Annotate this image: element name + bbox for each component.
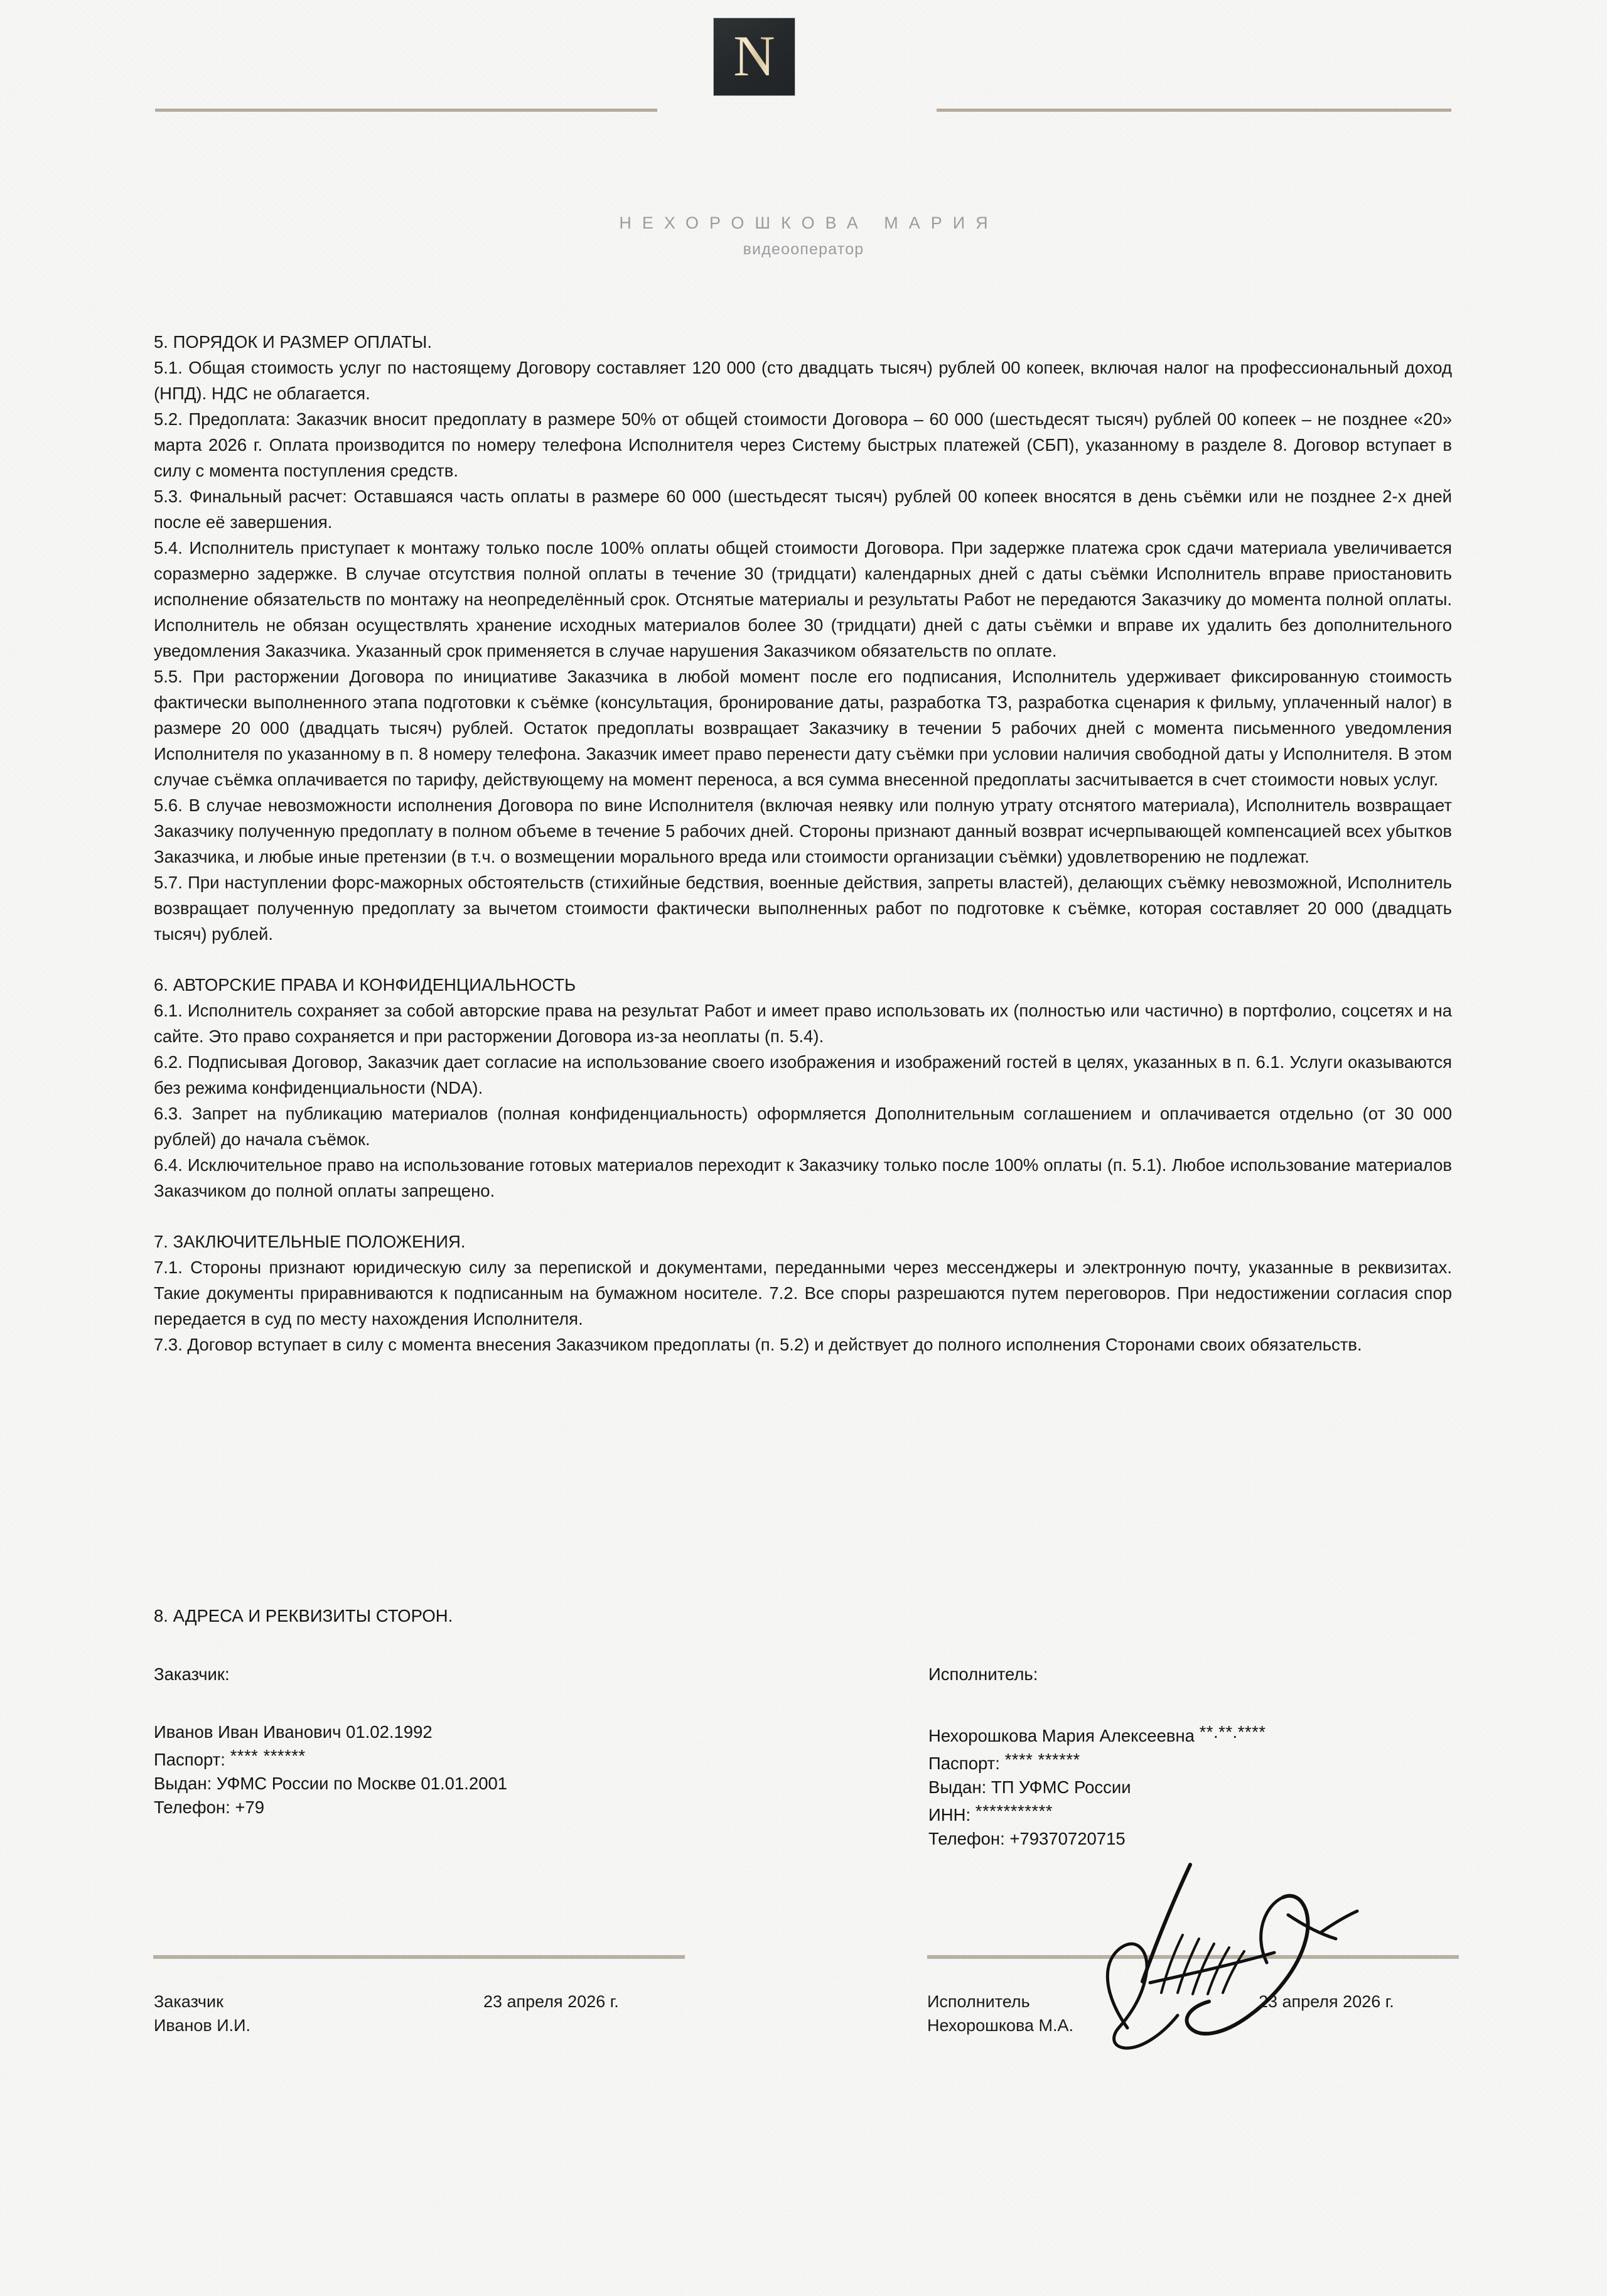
contractor-passport-label: Паспорт: xyxy=(928,1754,1000,1773)
signature-label-contractor-name: Нехорошкова М.А. xyxy=(927,2016,1074,2035)
clause-6-2: 6.2. Подписывая Договор, Заказчик дает согласие на использование своего изображения и изображений гостей в целях, указанных в п. 6.1. Услуги оказываются без режима конфиденциальности (NDA). xyxy=(154,1052,1452,1097)
section-6-heading: 6. АВТОРСКИЕ ПРАВА И КОНФИДЕНЦИАЛЬНОСТЬ xyxy=(154,975,576,994)
contractor-name xyxy=(928,1720,1452,1748)
signature-date-contractor: 23 апреля 2026 г. xyxy=(1259,1992,1394,2011)
clause-5-5: 5.5. При расторжении Договора по инициативе Заказчика в любой момент после его подписания, Исполнитель удерживает фиксированную стоимость фактически выполненного этапа подготовки к съёмке (консультация, бронирование даты, разработка ТЗ, разработка сценария к фильму, уплаченный налог) в размере 20 000 (двадцать тысяч) рублей. Остаток предоплаты возвращает Заказчику в течении 5 рабочих дней с момента письменного уведомления Исполнителя по указанному в п. 8 номеру телефона. Заказчик имеет право перенести дату съёмки при условии наличия свободной даты у Исполнителя. В этом случае съёмка оплачивается по тарифу, действующему на момент переноса, а вся сумма внесенной предоплаты засчитывается в счет стоимости новых услуг. xyxy=(154,667,1452,789)
clause-5-6: 5.6. В случае невозможности исполнения Договора по вине Исполнителя (включая неявку или полную утрату отснятого материала), Исполнитель возвращает Заказчику полученную предоплату в полном объеме в течение 5 рабочих дней. Стороны признают данный возврат исчерпывающей компенсацией всех убытков Заказчика, и любые иные претензии (в т.ч. о возмещении морального вреда или стоимости организации съёмки) удовлетворению не подлежат. xyxy=(154,795,1452,866)
contractor-inn-label: ИНН: xyxy=(928,1805,971,1824)
contractor-inn xyxy=(928,1799,1452,1827)
spacer-after-section-5 xyxy=(154,947,1452,972)
spacer-after-section-6 xyxy=(154,1204,1452,1229)
clause-7-1: 7.1. Стороны признают юридическую силу за перепиской и документами, переданными через мессенджеры и электронную почту, указанные в реквизитах. Такие документы приравниваются к подписанным на бумажном носителе. 7.2. Все споры разрешаются путем переговоров. При недостижении согласия спор передается в суд по месту нахождения Исполнителя. xyxy=(154,1258,1452,1329)
signature-date-customer: 23 апреля 2026 г. xyxy=(483,1992,619,2011)
contractor-requisites xyxy=(803,1661,1452,1851)
customer-name: Иванов Иван Иванович 01.02.1992 xyxy=(154,1722,433,1742)
brand-name: НЕХОРОШКОВА МАРИЯ xyxy=(619,213,999,232)
header-rule-right xyxy=(937,109,1451,112)
clause-6-4: 6.4. Исключительное право на использование готовых материалов переходит к Заказчику только после 100% оплаты (п. 5.1). Любое использование материалов Заказчиком до полной оплаты запрещено. xyxy=(154,1155,1452,1200)
handwritten-signature xyxy=(1067,1840,1419,2053)
section-5-heading: 5. ПОРЯДОК И РАЗМЕР ОПЛАТЫ. xyxy=(154,332,432,352)
contractor-phone-label: Телефон: xyxy=(928,1829,1005,1848)
brand-logo xyxy=(714,18,795,95)
contractor-phone xyxy=(928,1827,1452,1851)
clause-6-3: 6.3. Запрет на публикацию материалов (полная конфиденциальность) оформляется Дополнительным соглашением и оплачивается отдельно (от 30 000 рублей) до начала съёмок. xyxy=(154,1104,1452,1149)
customer-phone xyxy=(154,1796,803,1819)
contractor-issued xyxy=(928,1776,1452,1799)
contractor-passport xyxy=(928,1748,1452,1776)
requisites-columns xyxy=(154,1661,1452,1851)
customer-phone-label: Телефон: xyxy=(154,1797,230,1817)
clause-5-2: 5.2. Предоплата: Заказчик вносит предоплату в размере 50% от общей стоимости Договора – 60 000 (шестьдесят тысяч) рублей 00 копеек – не позднее «20» марта 2026 г. Оплата производится по номеру телефона Исполнителя через Систему быстрых платежей (СБП), указанному в разделе 8. Договор вступает в силу с момента поступления средств. xyxy=(154,409,1452,480)
brand-role: видеооператор xyxy=(743,240,864,258)
clause-5-1: 5.1. Общая стоимость услуг по настоящему Договору составляет 120 000 (сто двадцать тысяч) рублей 00 копеек, включая налог на профессиональный доход (НПД). НДС не облагается. xyxy=(154,358,1452,403)
contractor-role-label: Исполнитель: xyxy=(928,1664,1038,1684)
contract-body xyxy=(154,329,1452,1357)
clause-7-3: 7.3. Договор вступает в силу с момента внесения Заказчиком предоплаты (п. 5.2) и действует до полного исполнения Сторонами своих обязательств. xyxy=(154,1335,1362,1354)
contractor-issued-label: Выдан: xyxy=(928,1777,987,1797)
customer-phone-value: +79 xyxy=(235,1797,265,1817)
customer-passport-label: Паспорт: xyxy=(154,1750,225,1769)
customer-passport xyxy=(154,1744,803,1772)
section-7-heading: 7. ЗАКЛЮЧИТЕЛЬНЫЕ ПОЛОЖЕНИЯ. xyxy=(154,1232,466,1251)
signature-label-customer-name: Иванов И.И. xyxy=(154,2016,251,2035)
customer-requisites xyxy=(154,1661,803,1851)
clause-5-4: 5.4. Исполнитель приступает к монтажу только после 100% оплаты общей стоимости Договора. При задержке платежа срок сдачи материала увеличивается соразмерно задержке. В случае отсутствия полной оплаты в течение 30 (тридцати) календарных дней с даты съёмки Исполнитель вправе приостановить исполнение обязательств по монтажу на неопределённый срок. Отснятые материалы и результаты Работ не передаются Заказчику до момента полной оплаты. Исполнитель не обязан осуществлять хранение исходных материалов более 30 (тридцати) дней с даты съёмки и вправе их удалить без дополнительного уведомления Заказчика. Указанный срок применяется в случае нарушения Заказчиком обязательств по оплате. xyxy=(154,538,1452,660)
contractor-dob-mask: **.**.**** xyxy=(1199,1722,1266,1742)
customer-issued-value: УФМС России по Москве 01.01.2001 xyxy=(216,1774,508,1793)
signature-label-contractor-role: Исполнитель xyxy=(927,1992,1030,2011)
contractor-inn-value: *********** xyxy=(975,1801,1053,1821)
customer-role-label: Заказчик: xyxy=(154,1664,230,1684)
section-8-requisites xyxy=(154,1603,1452,1851)
contractor-passport-value: **** ****** xyxy=(1004,1750,1080,1769)
section-8-heading: 8. АДРЕСА И РЕКВИЗИТЫ СТОРОН. xyxy=(154,1606,453,1625)
header-rule-left xyxy=(155,109,657,112)
contractor-issued-value: ТП УФМС России xyxy=(991,1777,1131,1797)
clause-5-3: 5.3. Финальный расчет: Оставшаяся часть оплаты в размере 60 000 (шестьдесят тысяч) рублей 00 копеек вносятся в день съёмки или не позднее 2-х дней после её завершения. xyxy=(154,487,1452,532)
signature-line-customer xyxy=(153,1955,685,1959)
customer-passport-value: **** ****** xyxy=(230,1746,306,1765)
signature-label-customer-role: Заказчик xyxy=(154,1992,223,2011)
customer-issued-label: Выдан: xyxy=(154,1774,212,1793)
customer-issued xyxy=(154,1772,803,1796)
letterhead xyxy=(0,0,1607,301)
clause-5-7: 5.7. При наступлении форс-мажорных обстоятельств (стихийные бедствия, военные действия, запреты властей), делающих съёмку невозможной, Исполнитель возвращает полученную предоплату за вычетом стоимости фактически выполненных работ по подготовке к съёмке, которая составляет 20 000 (двадцать тысяч) рублей. xyxy=(154,873,1452,944)
logo-monogram-n: N xyxy=(733,23,775,88)
contractor-name-value: Нехорошкова Мария Алексеевна xyxy=(928,1726,1195,1745)
clause-6-1: 6.1. Исполнитель сохраняет за собой авторские права на результат Работ и имеет право использовать их (полностью или частично) в портфолио, соцсетях и на сайте. Это право сохраняется и при расторжении Договора из-за неоплаты (п. 5.4). xyxy=(154,1001,1452,1046)
signature-line-contractor xyxy=(927,1955,1459,1959)
contractor-phone-value: +79370720715 xyxy=(1009,1829,1126,1848)
